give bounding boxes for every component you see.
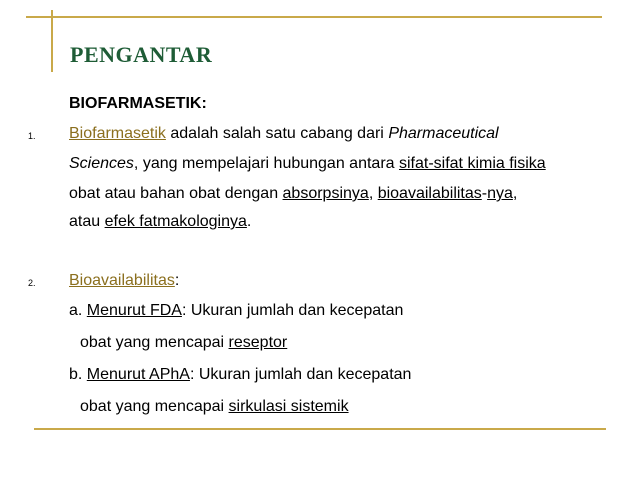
term-biofarmasetik[interactable]: Biofarmasetik bbox=[69, 125, 166, 142]
link-menurut-fda[interactable]: Menurut FDA bbox=[86, 302, 182, 319]
separator: - bbox=[481, 185, 488, 202]
item-2a-line-1 bbox=[69, 301, 403, 321]
item-1-line-2 bbox=[69, 154, 546, 174]
separator: , bbox=[368, 185, 378, 202]
link-bioavailabilitas[interactable]: bioavailabilitas bbox=[377, 185, 482, 202]
item-1-line-1-text: adalah salah satu cabang dari bbox=[165, 125, 389, 142]
italic-pharmaceutical: Pharmaceutical bbox=[388, 125, 499, 142]
link-reseptor[interactable]: reseptor bbox=[228, 334, 288, 351]
punctuation: . bbox=[246, 213, 252, 230]
item-1-line-4-text: atau bbox=[69, 213, 105, 230]
item-2-number: 2. bbox=[28, 278, 36, 288]
link-sifat-kimia-fisika[interactable]: sifat-sifat kimia fisika bbox=[398, 155, 546, 172]
link-efek-fatmakologinya[interactable]: efek fatmakologinya bbox=[104, 213, 247, 230]
link-nya[interactable]: nya bbox=[487, 185, 513, 202]
item-1-line-3-text: obat atau bahan obat dengan bbox=[69, 185, 283, 202]
term-bioavailabilitas[interactable]: Bioavailabilitas bbox=[69, 272, 175, 289]
left-rule bbox=[51, 10, 53, 72]
item-2a-line-2 bbox=[80, 333, 287, 353]
item-2a-prefix: a. bbox=[69, 302, 87, 319]
link-sirkulasi-sistemik[interactable]: sirkulasi sistemik bbox=[228, 398, 349, 415]
item-1-line-3 bbox=[69, 184, 517, 204]
punctuation: , bbox=[512, 185, 518, 202]
item-2a-text: : Ukuran jumlah dan kecepatan bbox=[181, 302, 404, 319]
bottom-rule bbox=[34, 428, 606, 430]
item-2a-line-2-text: obat yang mencapai bbox=[80, 334, 229, 351]
top-rule bbox=[26, 16, 602, 18]
item-1-line-2-text: , yang mempelajari hubungan antara bbox=[133, 155, 399, 172]
link-menurut-apha[interactable]: Menurut APhA bbox=[86, 366, 190, 383]
italic-sciences: Sciences bbox=[69, 155, 134, 172]
item-2b-prefix: b. bbox=[69, 366, 87, 383]
item-2b-text: : Ukuran jumlah dan kecepatan bbox=[189, 366, 412, 383]
punctuation: : bbox=[174, 272, 180, 289]
item-1-line-1 bbox=[69, 124, 499, 144]
item-2b-line-2-text: obat yang mencapai bbox=[80, 398, 229, 415]
item-1-line-4 bbox=[69, 212, 251, 232]
slide-title: PENGANTAR bbox=[70, 42, 213, 67]
item-1-number: 1. bbox=[28, 131, 36, 141]
item-2b-line-1 bbox=[69, 365, 411, 385]
slide-subtitle: BIOFARMASETIK: bbox=[69, 95, 207, 112]
item-2b-line-2 bbox=[80, 397, 349, 417]
item-2-heading bbox=[69, 271, 179, 291]
link-absorpsinya[interactable]: absorpsinya bbox=[282, 185, 369, 202]
